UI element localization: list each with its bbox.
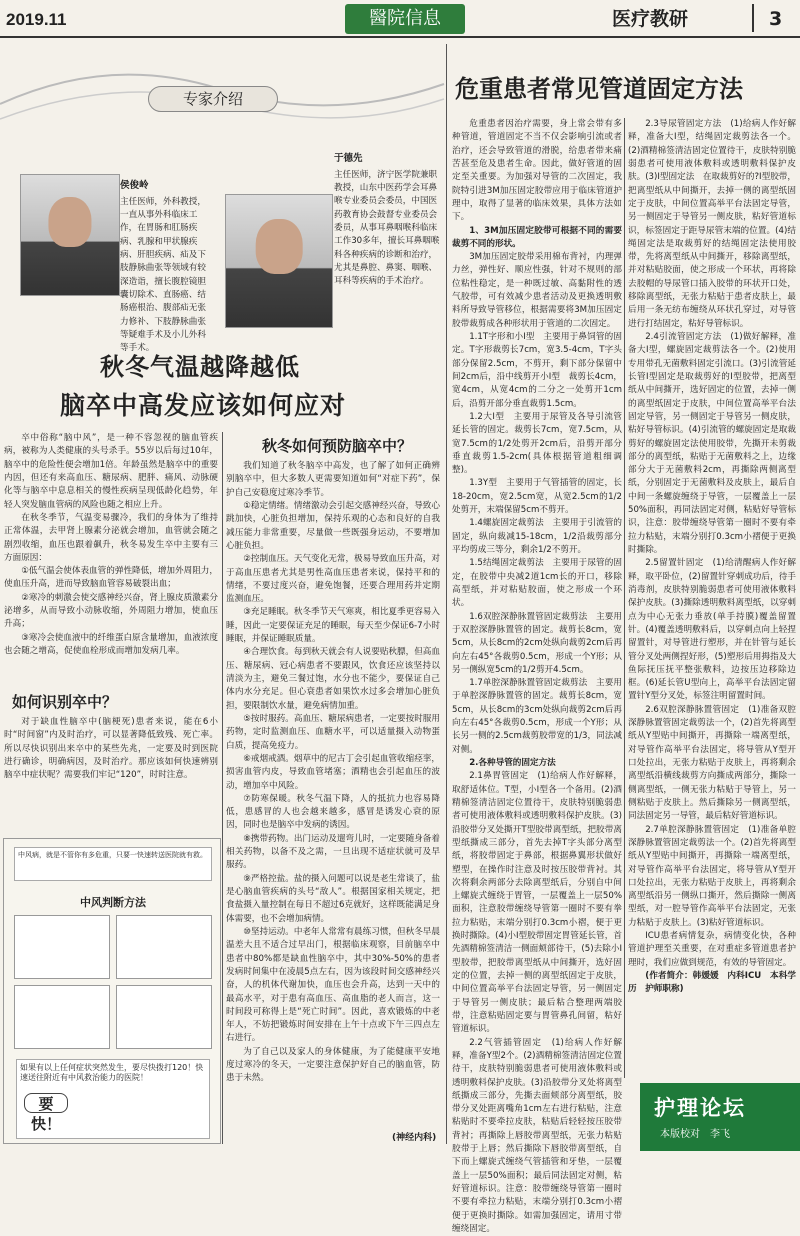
stroke-cartoon [3,838,221,1144]
right-article-col1 [452,118,622,1234]
paragraph: 2.3导尿管固定方法 (1)给病人作好解释，准备大Ⅰ型，结绳固定裁剪法各一个。(2)酒精棉签清洁固定位置待干，皮肤特别脆弱患者可使用液体敷料或透明敷料保护皮肤。(3)Ⅰ型固定法 在取裁剪好的?I型胶带，把离型纸从中间撕开，去掉一侧的离型纸固定于皮肤，中间位置高举平台法固定导管，另一侧固定于导管另一侧皮肤，粘好管道标识，标签固定于距导尿管末端的位置。(4)结绳固定法是取裁剪好的结绳固定法使用胶带，先将离型纸从中间撕开，移除离型纸，并对粘贴胶面，使之形成一个环状，再将除去胶帽的导尿管口插入胶带的环状开口处，移除离型纸，无张力粘贴于患者皮肤上，最后用一条无纺布缠绕从环状孔穿过，对导管进行打结固定，粘好导管标识。 [628,119,796,329]
paragraph: 2.6双腔深静脉置管固定 (1)准备双腔深静脉置管固定裁剪法一个，(2)首先将离型纸从Y型贴中间撕开，再撕除一端离型纸，对导管作高举平台法固定，将导管从Y型开口处拉出，无张力粘贴于皮肤上，再将剩余离型纸沿横线裁剪方向撕成两部分，撕除一侧离型纸，一侧无张力粘贴于导管上，另一侧粘贴于皮肤上。然后撕除另一侧离型纸，同法固定另一导管，最后粘好管道标识。 [628,704,796,822]
paragraph: ③寒冷会使血液中的纤维蛋白原含量增加，血液浓度也会随之增高，促使血栓形成而增加发病几率。 [4,632,218,656]
column-rule [624,118,625,1078]
left-article [4,432,218,686]
right-article-col2 [628,118,796,1078]
expert-intro [0,44,444,354]
section-heading: 1、3M加压固定胶带可根据不同的需要裁剪不同的形状。 [452,225,622,249]
paragraph: 1.3Y型 主要用于气管插管的固定，长18-20cm，宽2.5cm宽，从宽2.5cm的1/2处剪开，末端保留5cm不剪开。 [452,478,622,516]
paragraph: 1.2大I型 主要用于尿管及各导引流管延长管的固定。裁剪长7cm，宽7.5cm，从宽7.5cm的1/2处剪开2cm后，沿剪开部分垂直裁剪1.5-2cm(具体根据管道粗细调整)。 [452,411,622,476]
cartoon-panel [116,915,212,979]
section-title: 医疗教研 [612,8,689,30]
paragraph: ①低气温会使体表血管的弹性降低，增加外周阻力，使血压升高，进而导致脑血管容易破裂出血； [4,566,218,590]
headline-line2: 脑卒中高发应该如何应对 [60,391,347,420]
paragraph: 2.5留置针固定 (1)给清醒病人作好解释，取平卧位，(2)留置针穿刺成功后，待手消毒剂，皮肤特别脆弱患者可使用液体敷料保护皮肤。(3)撕除透明敷料离型纸，以穿刺点为中心无张力垂放(单手持膜)覆盖留置针。(4)覆盖透明敷料后，以穿刺点向上轻捏留置针，对导管进行塑形，并在针管与延长管分叉处两侧捏好形，(5)塑形后用拇指及大鱼际抚压抚平整张敷料，边按压边移除边框。(6)延长管U型向上，高举平台法固定留置针Y型分叉处，标签注明留置时间。 [628,558,796,702]
nursing-forum-title: 护理论坛 [654,1095,746,1120]
paragraph: ⑨严格控盐。盐的摄入问题可以说是老生常谈了，盐是心脑血管疾病的头号“敌人”。根据国家相关规定，把食盐摄入量控制在每日不超过6克就好，这样既能满足身体需要，也不会增加病情。 [226,873,440,924]
paragraph: ①稳定情绪。情绪激动会引起交感神经兴奋，导致心跳加快，心脏负担增加，保持乐观的心态和良好的自我减压能力非常重要，尽量做一些既强身运动，不要增加心脏负担。 [226,500,440,551]
cartoon-top-text: 中风病，就是不管你有多危重，只要一快速转送医院就有救。 [14,847,212,881]
cartoon-bottom-text: 如果有以上任何症状突然发生，要尽快拨打120！快速送往附近有中风救治能力的医院！ [20,1063,204,1083]
paragraph: ⑩坚持运动。中老年人常常有晨练习惯，但秋冬早晨温差大且不适合过早出门，根据临床观察，目前脑卒中患者中80%都是缺血性脑卒中，其中30%-50%的患者发病时间集中在凌晨5点左右，因为该段时间交感神经兴奋，人的机体代谢加快，血压也会升高，达到一天中的最高水平，对于患有高血压、高血脂的老人而言，这一时间段可称得上是“死亡时间”。因此，喜欢锻炼的中老年人，不妨把锻炼时间安排在上午十点或下午三四点左右进行。 [226,926,440,1044]
paragraph: 1.7单腔深静脉置管固定裁剪法 主要用于单腔深静脉置管的固定。裁剪长8cm，宽5cm，从长8cm的3cm处纵向裁剪2cm后再向左右45°各裁剪0.5cm，形成一个Y形；从长另一侧的2.5cm裁剪胶带宽的1/3，同法减对侧。 [452,678,622,755]
paragraph: 2.2气管插管固定 (1)给病人作好解释，准备Y型2个。(2)酒精棉签清洁固定位置待干，皮肤特别脆弱患者可使用液体敷料或透明敷料保护皮肤。(3)沿胶带分叉处将离型纸撕成三部分，先撕去面颊部分离型纸，胶带分叉处距离嘴角1cm左右进行粘贴，注意粘贴时不要牵拉皮肤，粘贴后轻轻按压胶带背衬；再撕除上唇胶带离型纸，无张力粘贴胶带于上唇；然后撕除下唇胶带离型纸，自下而上螺旋式缠绕气管插管和牙垫，一层覆盖上一层50%面积；最后同法固定对侧，粘好管道标识。注意：胶带缠绕导管第一圈时不要有牵拉力粘贴，末端分别打0.3cm小褶便于更换时撕除。如需加强固定，请用寸带缠绕固定。 [452,1037,622,1234]
cartoon-title: 中风判断方法 [80,896,146,909]
paragraph: 2.7单腔深静脉置管固定 (1)准备单腔深静脉置管固定裁剪法一个。(2)首先将离型纸从Y型贴中间撕开，再撕除一端离型纸，对导管作高举平台法固定，将导管从Y型开口处拉出，无张力粘贴于皮肤上，再将剩余离型纸沿另一侧纵口撕开，然后撕除一侧离型纸，对一腔导管作高举平台法固定，无张力粘贴于皮肤上。(3)粘好管道标识。 [628,824,796,928]
paragraph: 为了自己以及家人的身体健康，为了能健康平安地度过寒冷的冬天，一定要注意保护好自己的脑血管，防患于未然。 [226,1046,440,1084]
yu-bio [334,152,440,289]
left-article-part2 [4,716,218,828]
nursing-forum-box [640,1083,800,1151]
paragraph: 对于缺血性脑卒中(脑梗死)患者来说，能在6小时“时间窗”内及时治疗，可以显著降低致残、死亡率。所以尽快识别出来卒中的某些先兆，一定要及时到医院进行确诊，明确病因，及时治疗。那应该如何快速辨别脑卒中症状呢？需要我们牢记“120”，时时注意。 [4,717,218,781]
middle-signature: (神经内科) [392,1133,437,1143]
author-note: (作者简介：韩媛媛 内科ICU 本科学历 护师职称) [628,971,796,995]
column-rule [446,44,447,1144]
paragraph: 卒中俗称“脑中风”，是一种不容忽视的脑血管疾病，被称为人类健康的头号杀手。55岁以后每过10年，脑卒中的危险性便会增加1倍。年龄虽然是脑卒中的重要内因，但还有来高血压、糖尿病、肥胖、痛风、动脉硬化等与脑卒中息息相关的慢性疾病呈现低龄化趋势，年轻人突发脑血管病的风险也随之相应上升。 [4,433,218,510]
paragraph: ICU患者病情复杂，病情变化快，各种管道护理至关重要，在对重症多管道患者护理时，我们应做到规范，有效的导管固定。 [628,931,796,968]
paragraph: 1.1T字形和小I型 主要用于鼻饲管的固定。T字形裁剪长7cm，宽3.5-4cm，T字头部分保留2.5cm，不剪开，剩下部分保留中间2cm后，沿中线剪开小I型 裁剪长4cm，宽4cm，从宽4cm的二分之一处剪开1cm后，沿剪开部分垂直裁剪1.5cm。 [452,332,622,409]
main-headline [0,346,444,426]
paragraph: ⑥戒烟戒酒。烟草中的尼古丁会引起血管收缩痉挛，损害血管内皮，导致血管堵塞；酒精也会引起血压的波动，增加卒中风险。 [226,753,440,791]
headline-line1: 秋冬气温越降越低 [100,352,300,381]
cartoon-cry: 要快！ [24,1093,68,1113]
page-number: 3 [769,8,783,30]
paragraph: 2.1鼻胃管固定 (1)给病人作好解释，取舒适体位。T型，小I型各一个备用。(2)酒精棉签清洁固定位置待干，皮肤特别脆弱患者可使用液体敷料或透明敷料保护皮肤。(3)沿胶带分叉处撕开T型胶带离型纸，把胶带离型纸撕成三部分，首先去掉T字头部分离型纸，将胶带固定于鼻部，根据鼻翼形状做好塑型，在操作时注意及时按压胶带背衬。其次将剩余两部分去除离型纸后，分别自中间上螺旋式缠绕于胃管，一层覆盖上一层50%面积，注意胶带缠绕导管第一圈时不要有拳拉力粘贴，末端分别打0.3cm小褶，便于更换时撕除。(4)小I型胶带固定胃管延长管，首先酒精棉签清洁一侧面颊部待干，(5)去除小I型胶带，把胶带离型纸从中间撕开，选好固定的位置，去掉一侧的离型纸固定于皮肤，中间位置高举平台法固定导管，另一侧固定于导管另一侧皮肤；最后粘合整理两端胶带，注意粘贴固定要与胃管鼻孔间留，粘好管道标识。 [452,771,622,1035]
paragraph: 2.4引流管固定方法 (1)做好解释，准备大Ⅰ型，螺旋固定裁剪法各一个。(2)使用专用带孔无菌敷料固定引流口。(3)引流管延长管Ⅰ型固定是取裁剪好的Ⅰ型胶带，把离型纸从中间撕开，选好固定的位置，去掉一侧的离型纸固定于皮肤，中间位置高举平台法固定导管，另一侧固定于导管另一侧皮肤，粘好导管标识。(4)引流管的螺旋固定是取裁剪好的螺旋固定法使用胶带，先撕开未剪裁部分的离型纸，粘贴于无菌敷料之上，边缘部分大于无菌敷料2cm，再撕除两侧离型纸，分别固定于无菌敷料及皮肤上，最后自中间一条螺旋缠绕于导管，一层覆盖上一层50%面积，再同法固定对侧，粘贴好导管标识，注意：胶带缠绕导管第一圈时不要有牵拉力粘贴，末端分别打0.3cm小褶便于更换时撕除。 [628,332,796,555]
paragraph: 我们知道了秋冬脑卒中高发，也了解了如何正确辨别脑卒中，但大多数人更需要知道如何“对症下药”，保护自己安稳度过寒冷季节。 [226,461,440,498]
yu-name: 于德先 [334,153,363,164]
header-divider [752,4,754,32]
middle-article [226,460,440,1130]
cartoon-panel [116,985,212,1049]
paragraph: ⑦防寒保暖。秋冬气温下降，人的抵抗力也容易降低，患感冒的人也会越来越多，感冒是诱发心衰的原因，同时也是脑卒中发病的诱因。 [226,793,440,831]
paragraph: 1.4螺旋固定裁剪法 主要用于引流管的固定，纵向裁减15-18cm，1/2沿裁剪部分平均剪成三等分，剩余1/2不剪开。 [452,518,622,555]
paragraph: 危重患者因治疗需要，身上常会带有多种管道，管道固定不当不仅会影响引流或者治疗，还会导致管道的滑脱，给患者带来痛苦甚至危及患者生命。因此，做好管道的固定至关重要。为加强对导管的二次固定，我院特引进3M加压固定胶带应用于临床管道护理中，取得了显著的临床效果，具体方法如下。 [452,119,622,223]
cartoon-panel [14,985,110,1049]
paragraph: ⑤按时服药。高血压、糖尿病患者，一定要按时服用药物，定时监测血压、血糖水平，可以适量摄入动物蛋白质，提高免疫力。 [226,713,440,751]
column-rule [222,432,223,1144]
masthead-logo: 醫院信息 [345,4,465,34]
yu-bio-text: 主任医师，济宁医学院兼职教授，山东中医药学会耳鼻喉专业委员会委员，中国医药教育协会鼓督专业委员会委员，从事耳鼻咽喉科临床工作30多年，擅长耳鼻咽喉科各种疾病的诊断和治疗，尤其是鼻腔、鼻窦、咽喉、耳科等疾病的手术治疗。 [334,169,440,287]
hou-photo [20,174,120,296]
paragraph: ②寒冷的刺激会使交感神经兴奋，肾上腺皮质激素分泌增多，从而导致小动脉收缩，外周阻力增加，使血压升高； [4,592,218,630]
paragraph: 1.6双腔深静脉置管固定裁剪法 主要用于双腔深静脉置管的固定。裁剪长8cm，宽5cm，从长8cm的2cm处纵向裁剪2cm后再向左右45°各裁剪0.5cm，形成一个Y形；从另一侧纵宽5cm的1/2剪开4.5cm。 [452,611,622,675]
expert-intro-title: 专家介绍 [148,86,278,112]
paragraph: 3M加压固定胶带采用棉布背衬，内理弹力丝，弹性好、顺应性强，针对不规则的部位粘性稳定，是一种既过敏、高黏附性的透气胶带，可有效减少患者活动及更换透明敷料所导致导管移位，根据需要将3M加压固定胶带裁剪成各种形状用于管道的二次固定。 [452,252,622,329]
paragraph: ⑧携带药物。出门运动及遛弯儿时，一定要随身备着相关药物，以备不及之需，一旦出现不适症状就可及早服药。 [226,833,440,871]
issue-date: 2019.11 [6,10,67,29]
yu-photo [225,194,333,328]
paragraph: ③充足睡眠。秋冬季节天气寒爽，相比夏季更容易入睡，因此一定要保证充足的睡眠，每天至少保证6-7小时睡眠，并保证睡眠质量。 [226,607,440,645]
paragraph: ②控制血压。天气变化无常，极易导致血压升高，对于高血压患者尤其是男性高血压患者来说，保持平和的情绪，不要过度兴奋，避免饱餐，还要合理用药并定期监测血压。 [226,554,440,605]
paragraph: 在秋冬季节，气温变易骤冷，我们的身体为了维持正常体温，去甲肾上腺素分泌就会增加，血管就会随之剧烈收缩，血压也跟着飙升，秋冬易发生卒中主要有三方面原因： [4,512,218,563]
section-heading: 2.各种导管的固定方法 [469,758,556,768]
paragraph: 1.5结绳固定裁剪法 主要用于尿管的固定，在胶带中央减2道1cm长的开口，移除高型纸，并对粘贴胶面，使之形成一个环状。 [452,558,622,609]
hou-name: 侯俊岭 [120,180,149,191]
proofreader: 本版校对 李飞 [660,1129,730,1140]
prevent-stroke-heading: 秋冬如何预防脑卒中？ [262,437,413,455]
paragraph: ④合理饮食。每到秋天就会有人说要贴秋膘，但高血压、糖尿病、冠心病患者不要跟风，饮食还应该坚持以清淡为主，避免三餐过饱，水分也不能少，要保证自己体内水分充足。但心衰患者如果饮水过多会增加心脏负担，要限制饮水量，避免病情加重。 [226,647,440,711]
identify-stroke-heading: 如何识别卒中？ [12,693,118,711]
cartoon-panel [14,915,110,979]
hou-bio-text: 主任医师，外科教授，一直从事外科临床工作，在胃肠和肛肠疾病、乳腺和甲状腺疾病、肝胆疾病、疝及下肢静脉曲张等领域有较深造诣，擅长腹腔镜胆囊切除术、直肠癌、结肠癌根治、腹部疝无张力修补、下肢静脉曲张等疑难手术及小儿外科等手术。 [120,196,206,354]
right-article-title: 危重患者常见管道固定方法 [455,74,743,103]
page-header [0,0,800,38]
hou-bio [120,179,212,355]
